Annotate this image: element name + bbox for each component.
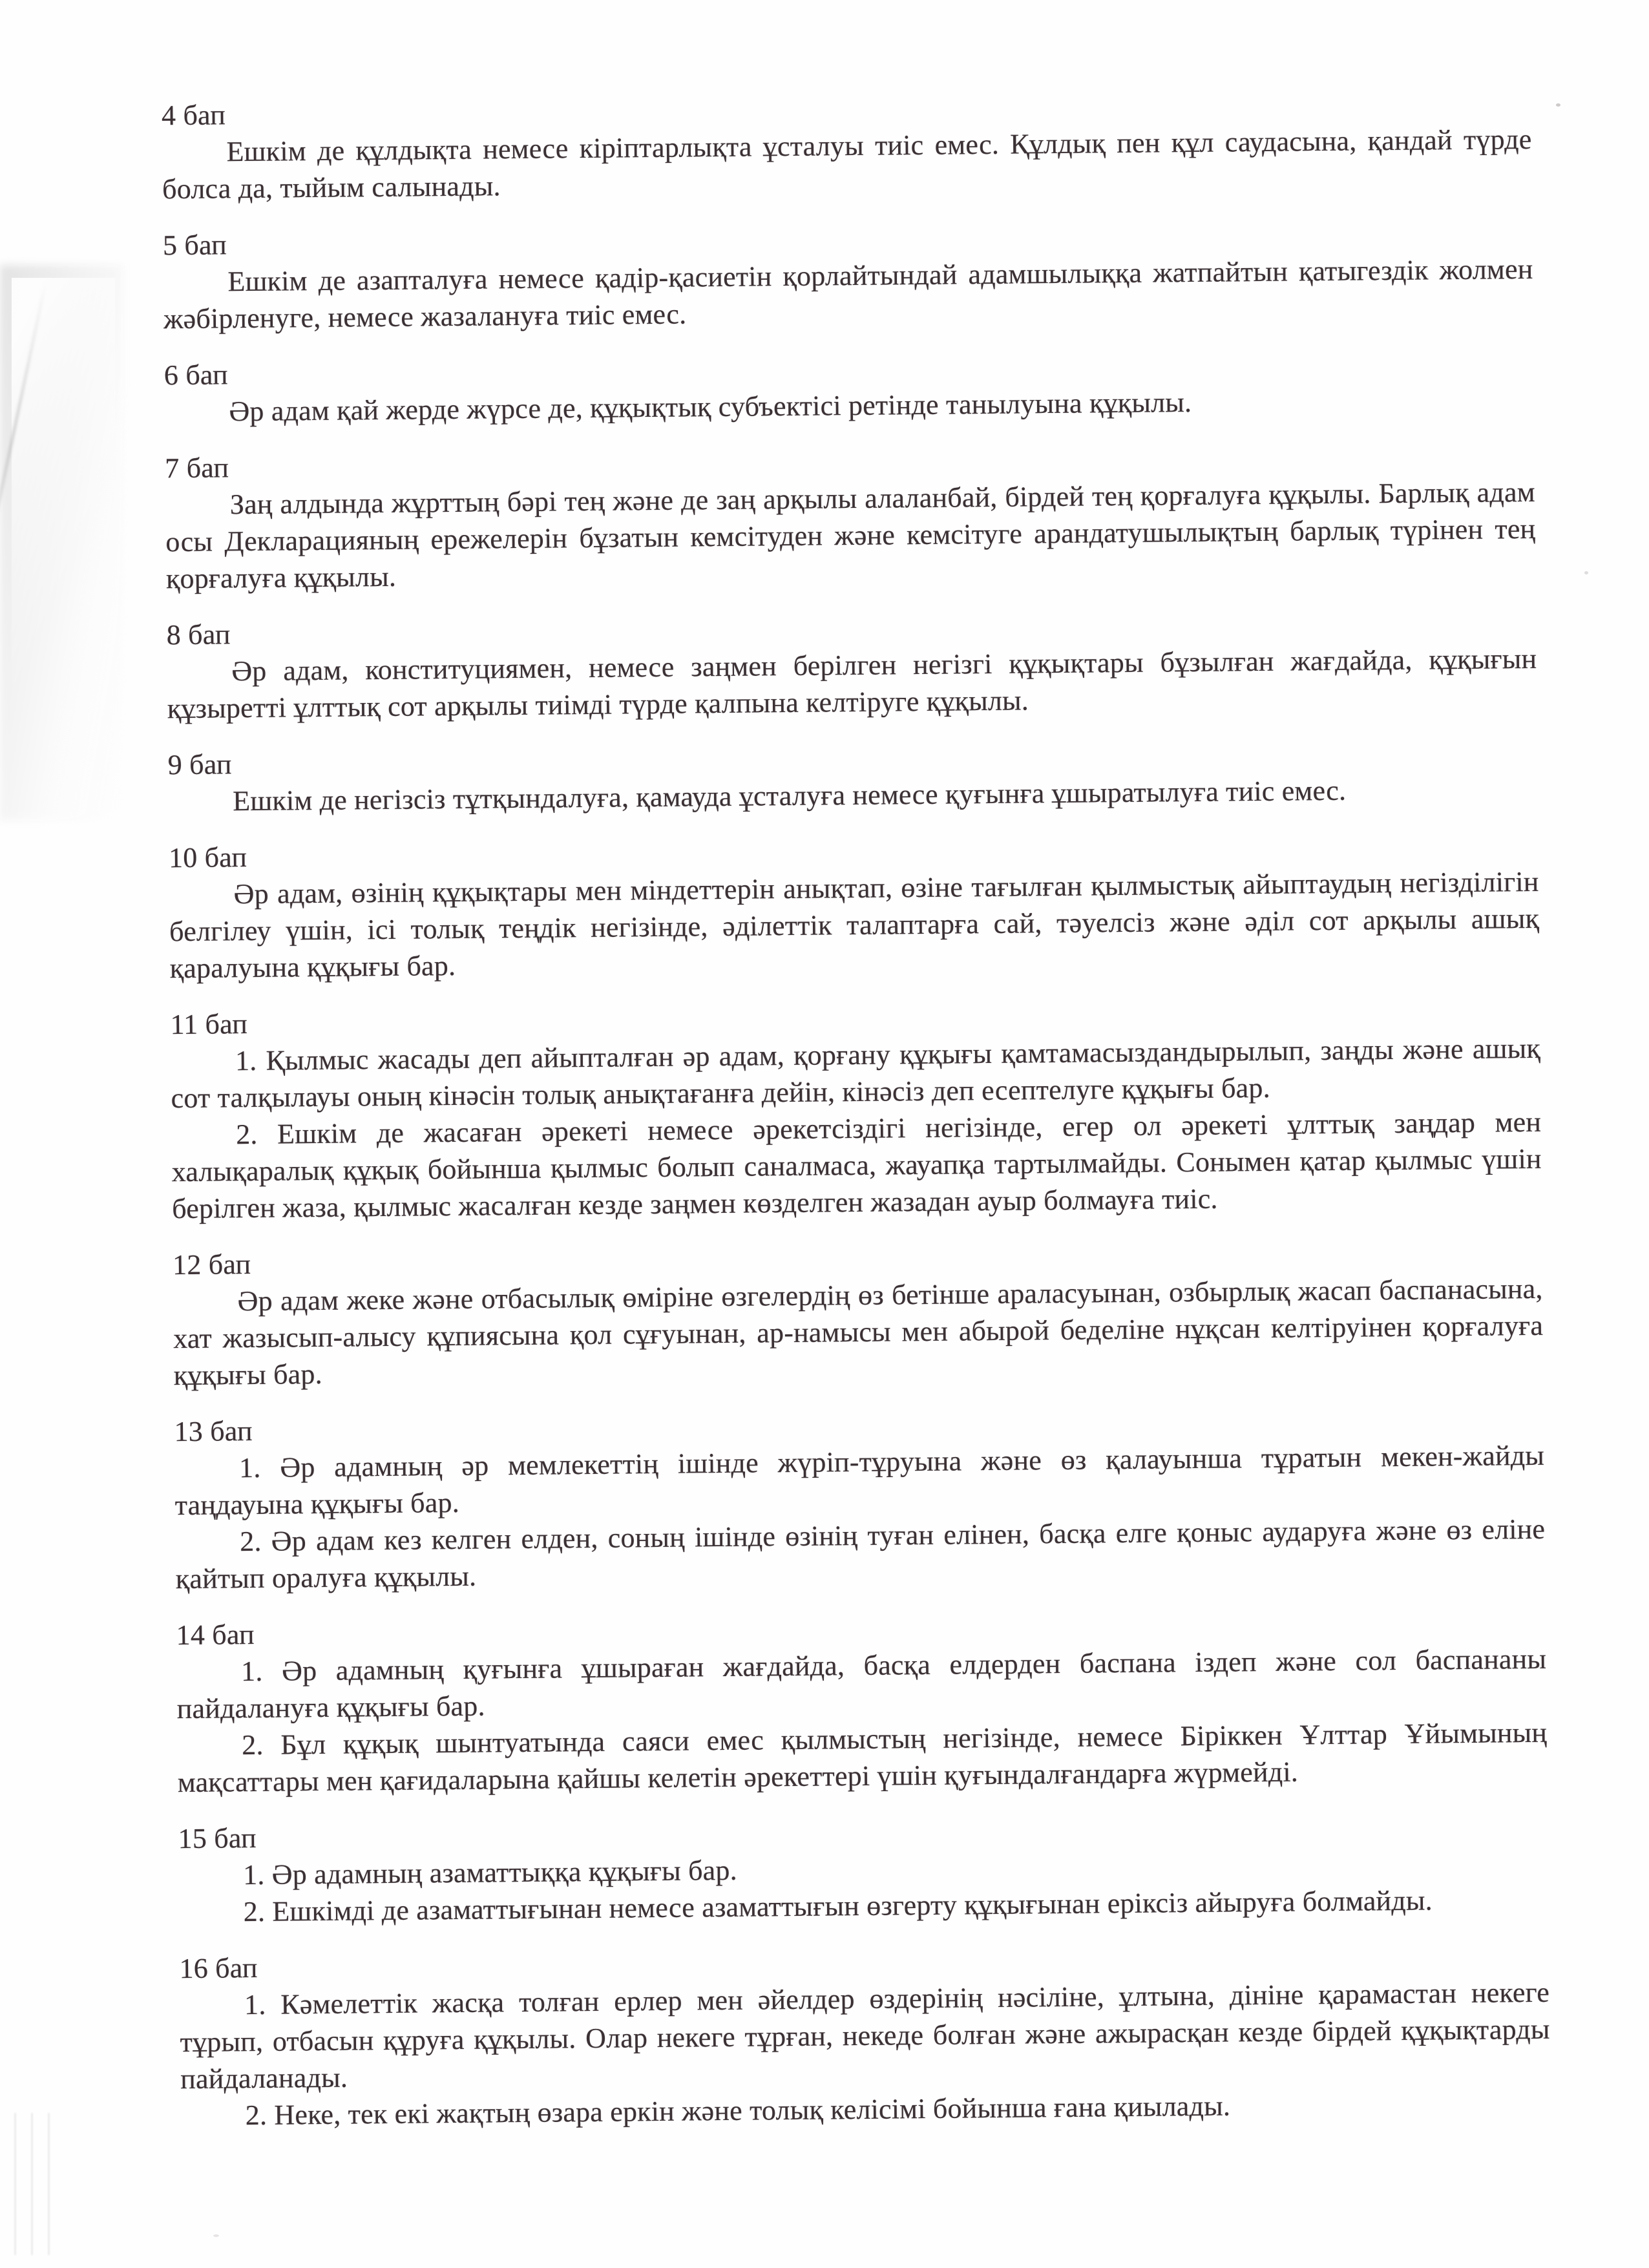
article-heading: 13 бап [174, 1414, 253, 1448]
article-heading: 6 бап [163, 359, 229, 392]
article-6 [164, 344, 1535, 430]
article-paragraph: 2. Ешкім де жасаған әрекеті немесе әрекетсіздігі негізінде, егер ол әрекеті ұлттық заңдар мен халықаралық құқық бойынша қылмыс болып саналмаса, жауапқа тартылмайды. Сонымен қатар қылмыс үшін берілген жаза, қылмыс жасалған кезде заңмен көзделген жазадан ауыр болмауға тиіс. [171, 1106, 1542, 1225]
article-15 [178, 1807, 1549, 1931]
article-paragraph: 1. Кәмелеттік жасқа толған ерлер мен әйелдер өздерінің нәсіліне, ұлтына, дініне қарамастан некеге тұрып, отбасын құруға құқылы. Олар некеге тұрған, некеде болған және ажырасқан кезде бірдей құқықтарды пайдаланады. [180, 1976, 1550, 2095]
article-paragraph: 2. Бұл құқық шынтуатында саяси емес қылмыстың негізінде, немесе Біріккен Ұлттар Ұйымының мақсаттары мен қағидаларына қайшы келетін әрекеттері үшін қуғындалғандарға жүрмейді. [177, 1716, 1548, 1799]
article-12 [173, 1234, 1544, 1394]
article-heading: 5 бап [162, 229, 227, 262]
scan-speck [1584, 571, 1588, 574]
article-heading: 12 бап [172, 1248, 251, 1281]
article-heading: 4 бап [161, 99, 226, 132]
article-5 [163, 214, 1534, 337]
article-11 [170, 993, 1542, 1227]
article-heading: 9 бап [167, 748, 232, 781]
article-paragraph: Заң алдында жұрттың бәрі тең және де заң арқылы алаланбай, бірдей тең қорғалуға құқылы. Барлық адам осы Декларацияның ережелерін бұзатын кемсітуден және кемсітуге арандатушылықтың барлық түрінен тең қорғалуға құқылы. [165, 476, 1536, 595]
article-paragraph: Әр адам қай жерде жүрсе де, құқықтық субъектісі ретінде танылуына құқылы. [229, 386, 1192, 428]
article-4 [162, 84, 1533, 207]
scan-speck [1556, 103, 1560, 107]
article-heading: 16 бап [179, 1951, 258, 1985]
article-paragraph: 2. Неке, тек екі жақтың өзара еркін және толық келісімі бойынша ғана қиылады. [245, 2090, 1231, 2132]
article-heading: 11 бап [170, 1008, 248, 1041]
article-paragraph: 1. Әр адамның азаматтыққа құқығы бар. [242, 1854, 738, 1891]
article-9 [167, 733, 1538, 820]
article-paragraph: Әр адам жеке және отбасылық өміріне өзгелердің өз бетінше араласуынан, озбырлық жасап баспанасына, хат жазысып-алысу құпиясына қол сұғуынан, ар-намысы мен абырой беделіне нұқсан келтіруінен қорғалуға құқығы бар. [173, 1272, 1544, 1392]
article-paragraph: 2. Әр адам кез келген елден, соның ішінде өзінің туған елінен, басқа елге қоныс аударуға және өз еліне қайтып оралуға құқылы. [175, 1513, 1546, 1595]
article-paragraph: 1. Қылмыс жасады деп айыпталған әр адам, қорғану құқығы қамтамасыздандырылып, заңды және ашық сот талқылауы оның кінәсін толық анықтағанға дейін, кінәсіз деп есептелуге құқығы бар. [171, 1032, 1541, 1115]
article-paragraph: Ешкім де құлдықта немесе кіріптарлықта ұсталуы тиіс емес. Құлдық пен құл саудасына, қандай түрде болса да, тыйым салынады. [162, 123, 1532, 205]
scan-edge-streaks [14, 2113, 59, 2255]
article-heading: 7 бап [165, 452, 229, 485]
article-13 [174, 1400, 1546, 1597]
article-paragraph: Ешкім де азапталуға немесе қадір-қасиетін қорлайтындай адамшылыққа жатпайтын қатыгездік жолмен жәбірленуге, немесе жазалануға тиіс емес. [163, 253, 1533, 335]
article-paragraph: Әр адам, өзінің құқықтары мен міндеттерін анықтап, өзіне тағылған қылмыстық айыптаудың негізділігін белгілеу үшін, ісі толық теңдік негізінде, әділеттік талаптарға сай, тәуелсіз және әділ сот арқылы ашық қаралуына құқығы бар. [169, 865, 1540, 985]
article-10 [169, 826, 1540, 987]
page-curl-highlight [12, 278, 115, 769]
article-paragraph: Әр адам, конституциямен, немесе заңмен берілген негізгі құқықтары бұзылған жағдайда, құқығын құзыретті ұлттық сот арқылы тиімді түрде қалпына келтіруге құқылы. [167, 642, 1537, 725]
article-heading: 10 бап [168, 841, 247, 874]
article-14 [176, 1604, 1548, 1801]
document-text-block [162, 84, 1551, 2154]
article-paragraph: 1. Әр адамның қуғынға ұшыраған жағдайда, басқа елдерден баспана іздеп және сол баспананы пайдалануға құқығы бар. [176, 1643, 1547, 1725]
article-7 [165, 437, 1536, 597]
article-paragraph: 1. Әр адамның әр мемлекеттің ішінде жүріп-тұруына және өз қалауынша тұратын мекен-жайды таңдауына құқығы бар. [174, 1439, 1545, 1522]
scan-speck [213, 2234, 219, 2237]
article-heading: 8 бап [166, 618, 231, 651]
article-8 [166, 604, 1537, 727]
article-16 [179, 1937, 1551, 2134]
article-paragraph: 2. Ешкімді де азаматтығынан немесе азаматтығын өзгерту құқығынан еріксіз айыруға болмайды. [243, 1884, 1433, 1928]
article-paragraph: Ешкім де негізсіз тұтқындалуға, қамауда ұсталуға немесе қуғынға ұшыратылуға тиіс емес. [232, 774, 1347, 817]
article-heading: 15 бап [178, 1822, 257, 1855]
article-heading: 14 бап [176, 1618, 255, 1652]
